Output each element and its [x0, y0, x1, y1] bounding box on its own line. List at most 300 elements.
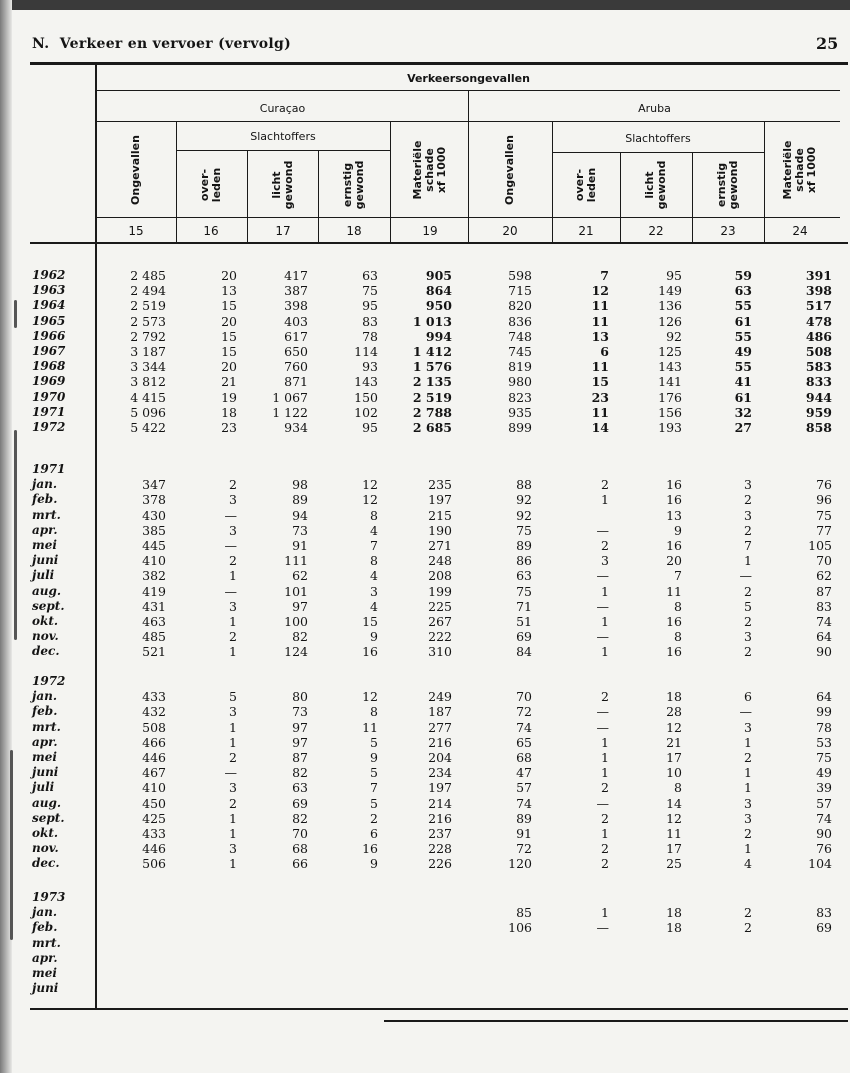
row-label: feb.	[32, 920, 58, 935]
table-cell: 114	[354, 344, 378, 359]
table-cell: 61	[734, 313, 752, 329]
table-cell: 75	[516, 583, 532, 599]
column-number: 16	[203, 224, 219, 238]
table-cell: 76	[816, 477, 832, 493]
row-label: juli	[32, 780, 55, 795]
table-cell: 2	[229, 795, 237, 811]
table-cell: 83	[816, 905, 832, 921]
table-cell: 197	[428, 780, 452, 796]
table-cell: 16	[362, 644, 378, 660]
table-cell: 15	[221, 328, 237, 344]
table-cell: 21	[221, 374, 237, 390]
table-cell: 3 344	[130, 359, 166, 375]
table-cell: 5 422	[130, 420, 166, 435]
table-cell: 486	[805, 328, 832, 344]
row-label: nov.	[32, 841, 59, 856]
table-cell: 398	[284, 298, 308, 314]
table-cell: 521	[142, 644, 166, 660]
table-cell: 95	[362, 420, 378, 435]
table-cell: 508	[142, 719, 166, 735]
table-cell: 4	[744, 856, 752, 872]
table-cell: 17	[666, 841, 682, 857]
table-cell: 47	[516, 765, 532, 781]
table-cell: 950	[425, 298, 452, 314]
column-number: 15	[128, 224, 144, 238]
table-cell: 32	[734, 404, 752, 420]
row-label: 1971	[32, 404, 66, 419]
table-cell: 2	[744, 492, 752, 508]
table-cell: 1	[229, 810, 237, 826]
table-cell: 136	[658, 298, 682, 314]
table-cell: 78	[816, 719, 832, 735]
column-number: 17	[275, 224, 291, 238]
table-cell: 69	[516, 629, 532, 645]
table-cell: 74	[516, 795, 532, 811]
table-cell: —	[596, 719, 609, 735]
row-label: 1969	[32, 374, 66, 389]
table-cell: 823	[508, 389, 532, 405]
table-cell: 5	[229, 689, 237, 705]
table-cell: 2 685	[412, 420, 452, 435]
table-cell: 68	[292, 841, 308, 857]
table-cell: 1	[601, 734, 609, 750]
table-cell: 5	[370, 734, 378, 750]
column-number: 21	[578, 224, 594, 238]
column-header-22: licht gewond	[643, 160, 668, 210]
table-cell: —	[596, 598, 609, 614]
column-number: 18	[346, 224, 362, 238]
table-cell: 215	[428, 507, 452, 523]
table-cell: 63	[362, 268, 378, 283]
table-cell: 650	[284, 344, 308, 359]
table-cell: 410	[142, 780, 166, 796]
col-divider	[692, 153, 693, 242]
table-cell: 143	[354, 374, 378, 390]
row-label: juni	[32, 765, 59, 780]
table-cell: 3	[744, 477, 752, 493]
table-cell: 126	[658, 313, 682, 329]
table-cell: 73	[292, 522, 308, 538]
table-cell: 7	[744, 538, 752, 553]
table-cell: 72	[516, 704, 532, 720]
table-cell: 417	[284, 268, 308, 283]
table-cell: 2 494	[130, 283, 166, 299]
table-cell: 25	[666, 856, 682, 872]
table-cell: 3	[601, 553, 609, 569]
table-cell: 53	[816, 734, 832, 750]
table-cell: 2	[744, 826, 752, 841]
table-cell: 9	[370, 750, 378, 765]
footer-rule	[384, 1020, 848, 1022]
row-label: okt.	[32, 826, 59, 840]
table-cell: 3	[229, 598, 237, 614]
row-label: 1968	[32, 359, 66, 374]
table-cell: 199	[428, 583, 452, 599]
row-label: dec.	[32, 644, 60, 659]
slachtoffers-rule-curacao	[176, 150, 390, 151]
table-cell: 20	[221, 359, 237, 375]
table-cell: 28	[666, 704, 682, 720]
table-cell: 16	[666, 644, 682, 660]
table-cell: 819	[508, 359, 532, 375]
table-cell: 3	[229, 780, 237, 796]
table-cell: 410	[142, 553, 166, 569]
table-cell: 214	[428, 795, 452, 811]
table-cell: 2 573	[130, 313, 166, 329]
table-cell: 15	[591, 374, 609, 390]
page-number: 25	[816, 34, 839, 53]
column-header-21: over- leden	[573, 167, 598, 203]
table-cell: 485	[142, 629, 166, 645]
table-cell: 39	[816, 780, 832, 796]
table-cell: 19	[221, 389, 237, 405]
row-label: 1967	[32, 344, 66, 358]
table-cell: 82	[292, 765, 308, 781]
table-cell: 1 013	[412, 313, 452, 329]
header-rule	[30, 62, 848, 65]
table-cell: 78	[362, 328, 378, 344]
row-label: juli	[32, 568, 55, 583]
table-cell: 59	[734, 268, 752, 283]
table-cell: 63	[516, 568, 532, 584]
table-cell: 204	[428, 750, 452, 765]
section-title: Verkeer en vervoer (vervolg)	[59, 36, 292, 52]
header-bottom-rule	[30, 242, 848, 244]
row-label: 1962	[32, 268, 66, 282]
row-label: dec.	[32, 856, 60, 871]
table-cell: 12	[666, 719, 682, 735]
table-cell: 2	[601, 538, 609, 553]
table-cell: 820	[508, 298, 532, 314]
table-cell: 125	[658, 344, 682, 359]
table-cell: —	[596, 522, 609, 538]
table-cell: 64	[816, 689, 832, 705]
table-cell: 2 519	[412, 389, 452, 405]
table-cell: 91	[292, 538, 308, 553]
table-cell: 1	[601, 492, 609, 508]
table-cell: 1	[744, 765, 752, 781]
scan-edge-top	[0, 0, 850, 10]
col-divider	[318, 151, 319, 242]
group-heading: 1972	[32, 674, 66, 688]
table-cell: 9	[370, 856, 378, 872]
table-cell: 2	[601, 477, 609, 493]
table-cell: 16	[666, 477, 682, 493]
table-cell: 11	[591, 298, 609, 314]
column-header-17: licht gewond	[270, 160, 295, 210]
table-cell: 88	[516, 477, 532, 493]
table-cell: 57	[816, 795, 832, 811]
table-cell: 23	[221, 420, 237, 435]
table-cell: 65	[516, 734, 532, 750]
table-cell: 959	[805, 404, 832, 420]
table-cell: 120	[508, 856, 532, 872]
row-label: aug.	[32, 583, 62, 598]
table-cell: 18	[221, 404, 237, 420]
table-cell: 994	[425, 328, 452, 344]
group-heading: 1971	[32, 462, 66, 476]
table-cell: 49	[734, 344, 752, 359]
table-cell: 89	[516, 810, 532, 826]
table-cell: 419	[142, 583, 166, 599]
row-label: apr.	[32, 734, 58, 749]
table-cell: —	[596, 568, 609, 584]
table-cell: 425	[142, 810, 166, 826]
table-cell: 506	[142, 856, 166, 872]
table-cell: 17	[666, 750, 682, 765]
table-cell: 2	[744, 644, 752, 660]
table-cell: 20	[666, 553, 682, 569]
table-cell: 1	[744, 780, 752, 796]
table-cell: 1	[601, 583, 609, 599]
table-cell: 6	[600, 344, 609, 359]
table-cell: 75	[362, 283, 378, 299]
table-cell: 2 135	[412, 374, 452, 390]
table-cell: 95	[362, 298, 378, 314]
table-cell: 93	[362, 359, 378, 375]
column-header-15: Ongevallen	[129, 135, 142, 205]
row-label: juni	[32, 981, 59, 996]
table-cell: 271	[428, 538, 452, 553]
column-header-24: Materiële schade xf 1000	[781, 140, 818, 200]
table-cell: 7	[600, 268, 609, 283]
table-cell: 450	[142, 795, 166, 811]
table-cell: 517	[805, 298, 832, 314]
table-cell: 89	[516, 538, 532, 553]
table-cell: 228	[428, 841, 452, 857]
table-cell: 1	[601, 826, 609, 841]
section-letter: N.	[32, 36, 50, 52]
table-cell: 11	[591, 359, 609, 375]
table-cell: 310	[428, 644, 452, 660]
table-cell: 55	[734, 359, 752, 375]
table-cell: 197	[428, 492, 452, 508]
table-cell: 432	[142, 704, 166, 720]
table-cell: 16	[666, 614, 682, 629]
table-cell: 6	[370, 826, 378, 841]
table-cell: —	[224, 765, 237, 781]
table-cell: 249	[428, 689, 452, 705]
region-curacao: Curaçao	[259, 102, 306, 115]
table-cell: 1 122	[272, 404, 308, 420]
table-cell: 617	[284, 328, 308, 344]
table-cell: 20	[221, 313, 237, 329]
table-cell: 7	[370, 780, 378, 796]
table-cell: —	[596, 920, 609, 936]
binding-ring	[10, 750, 13, 940]
row-label: jan.	[32, 477, 58, 492]
table-cell: 378	[142, 492, 166, 508]
table-cell: 905	[425, 268, 452, 283]
binding-ring	[14, 430, 17, 640]
table-cell: 11	[591, 404, 609, 420]
table-cell: 858	[805, 420, 832, 435]
table-cell: 508	[805, 344, 832, 359]
column-header-16: over- leden	[198, 167, 223, 203]
table-cell: 3	[744, 795, 752, 811]
table-cell: 49	[816, 765, 832, 781]
table-cell: 7	[674, 568, 682, 584]
table-cell: 8	[370, 553, 378, 569]
binding-ring	[14, 300, 17, 328]
table-cell: —	[596, 629, 609, 645]
table-cell: 3 812	[130, 374, 166, 390]
table-cell: 62	[292, 568, 308, 584]
table-cell: 13	[666, 507, 682, 523]
table-cell: 84	[516, 644, 532, 660]
table-cell: 2	[601, 856, 609, 872]
table-cell: 85	[516, 905, 532, 921]
table-cell: 51	[516, 614, 532, 629]
table-cell: 208	[428, 568, 452, 584]
table-cell: 98	[292, 477, 308, 493]
table-cell: 18	[666, 920, 682, 936]
row-label: okt.	[32, 614, 59, 628]
table-cell: 190	[428, 522, 452, 538]
col-divider	[247, 151, 248, 242]
table-cell: 15	[362, 614, 378, 629]
table-cell: 2	[601, 689, 609, 705]
table-cell: 2	[744, 750, 752, 765]
table-cell: 23	[591, 389, 609, 405]
table-cell: 73	[292, 704, 308, 720]
row-label: juni	[32, 553, 59, 568]
table-cell: 83	[362, 313, 378, 329]
table-cell: 70	[292, 826, 308, 841]
table-cell: 74	[816, 614, 832, 629]
table-cell: 980	[508, 374, 532, 390]
table-cell: 55	[734, 328, 752, 344]
table-cell: 583	[805, 359, 832, 375]
table-cell: 75	[816, 750, 832, 765]
table-cell: 391	[805, 268, 832, 283]
table-bottom-rule	[30, 1008, 848, 1010]
row-label: mrt.	[32, 935, 61, 950]
table-cell: 74	[516, 719, 532, 735]
table-cell: 446	[142, 841, 166, 857]
table-cell: 944	[805, 389, 832, 405]
table-cell: 403	[284, 313, 308, 329]
table-cell: 27	[734, 420, 752, 435]
table-cell: 2	[229, 553, 237, 569]
table-cell: 100	[284, 614, 308, 629]
column-header-20: Ongevallen	[503, 135, 516, 205]
table-cell: 216	[428, 810, 452, 826]
table-cell: 385	[142, 522, 166, 538]
table-cell: 430	[142, 507, 166, 523]
row-label: 1963	[32, 283, 66, 298]
table-cell: 18	[666, 905, 682, 921]
table-cell: 70	[816, 553, 832, 569]
table-cell: 12	[362, 492, 378, 508]
row-label: mei	[32, 966, 57, 980]
table-cell: 106	[508, 920, 532, 936]
table-cell: 11	[666, 583, 682, 599]
table-cell: 111	[284, 553, 308, 569]
table-cell: 86	[516, 553, 532, 569]
table-cell: 57	[516, 780, 532, 796]
table-cell: —	[739, 704, 752, 720]
region-aruba: Aruba	[638, 102, 671, 115]
table-cell: 4	[370, 568, 378, 584]
row-label: jan.	[32, 689, 58, 704]
table-cell: 1	[601, 905, 609, 921]
table-cell: 12	[666, 810, 682, 826]
table-cell: 235	[428, 477, 452, 493]
table-cell: 77	[816, 522, 832, 538]
table-cell: 466	[142, 734, 166, 750]
table-cell: 95	[666, 268, 682, 283]
table-cell: 94	[292, 507, 308, 523]
table-cell: 433	[142, 689, 166, 705]
table-cell: 899	[508, 420, 532, 435]
table-cell: 89	[292, 492, 308, 508]
table-cell: 5 096	[130, 404, 166, 420]
col-divider	[390, 122, 391, 242]
column-header-18: ernstig gewond	[341, 160, 366, 210]
table-cell: 71	[516, 598, 532, 614]
table-cell: 16	[362, 841, 378, 857]
slachtoffers-curacao: Slachtoffers	[250, 130, 316, 143]
table-cell: 11	[666, 826, 682, 841]
table-cell: 277	[428, 719, 452, 735]
table-cell: —	[224, 507, 237, 523]
table-cell: 5	[370, 795, 378, 811]
row-label: feb.	[32, 492, 58, 507]
table-cell: 2 792	[130, 328, 166, 344]
table-cell: 90	[816, 826, 832, 841]
table-cell: 41	[734, 374, 752, 390]
table-cell: 2	[229, 629, 237, 645]
table-cell: 12	[362, 689, 378, 705]
table-cell: 225	[428, 598, 452, 614]
table-cell: 149	[658, 283, 682, 299]
table-cell: 3	[744, 810, 752, 826]
table-cell: 934	[284, 420, 308, 435]
table-cell: 74	[816, 810, 832, 826]
table-cell: 92	[666, 328, 682, 344]
table-cell: 760	[284, 359, 308, 375]
table-cell: 7	[370, 538, 378, 553]
table-cell: —	[224, 538, 237, 553]
table-left-border	[95, 62, 97, 1010]
table-cell: 15	[221, 298, 237, 314]
table-cell: 2	[229, 477, 237, 493]
table-cell: 2 788	[412, 404, 452, 420]
table-cell: 83	[816, 598, 832, 614]
table-cell: 2	[744, 614, 752, 629]
table-cell: 20	[221, 268, 237, 283]
table-cell: 1 576	[412, 359, 452, 375]
row-label: feb.	[32, 704, 58, 719]
table-cell: 176	[658, 389, 682, 405]
table-cell: 1	[229, 734, 237, 750]
row-label: nov.	[32, 629, 59, 644]
table-cell: 3	[229, 704, 237, 720]
table-cell: 431	[142, 598, 166, 614]
table-cell: 463	[142, 614, 166, 629]
table-cell: 1	[601, 750, 609, 765]
table-cell: 2 519	[130, 298, 166, 314]
table-cell: 193	[658, 420, 682, 435]
table-cell: 1	[601, 644, 609, 660]
row-label: 1970	[32, 389, 66, 404]
row-label: mrt.	[32, 719, 61, 734]
table-cell: 3	[744, 719, 752, 735]
table-cell: 87	[816, 583, 832, 599]
table-cell: 445	[142, 538, 166, 553]
slachtoffers-aruba: Slachtoffers	[625, 132, 691, 145]
